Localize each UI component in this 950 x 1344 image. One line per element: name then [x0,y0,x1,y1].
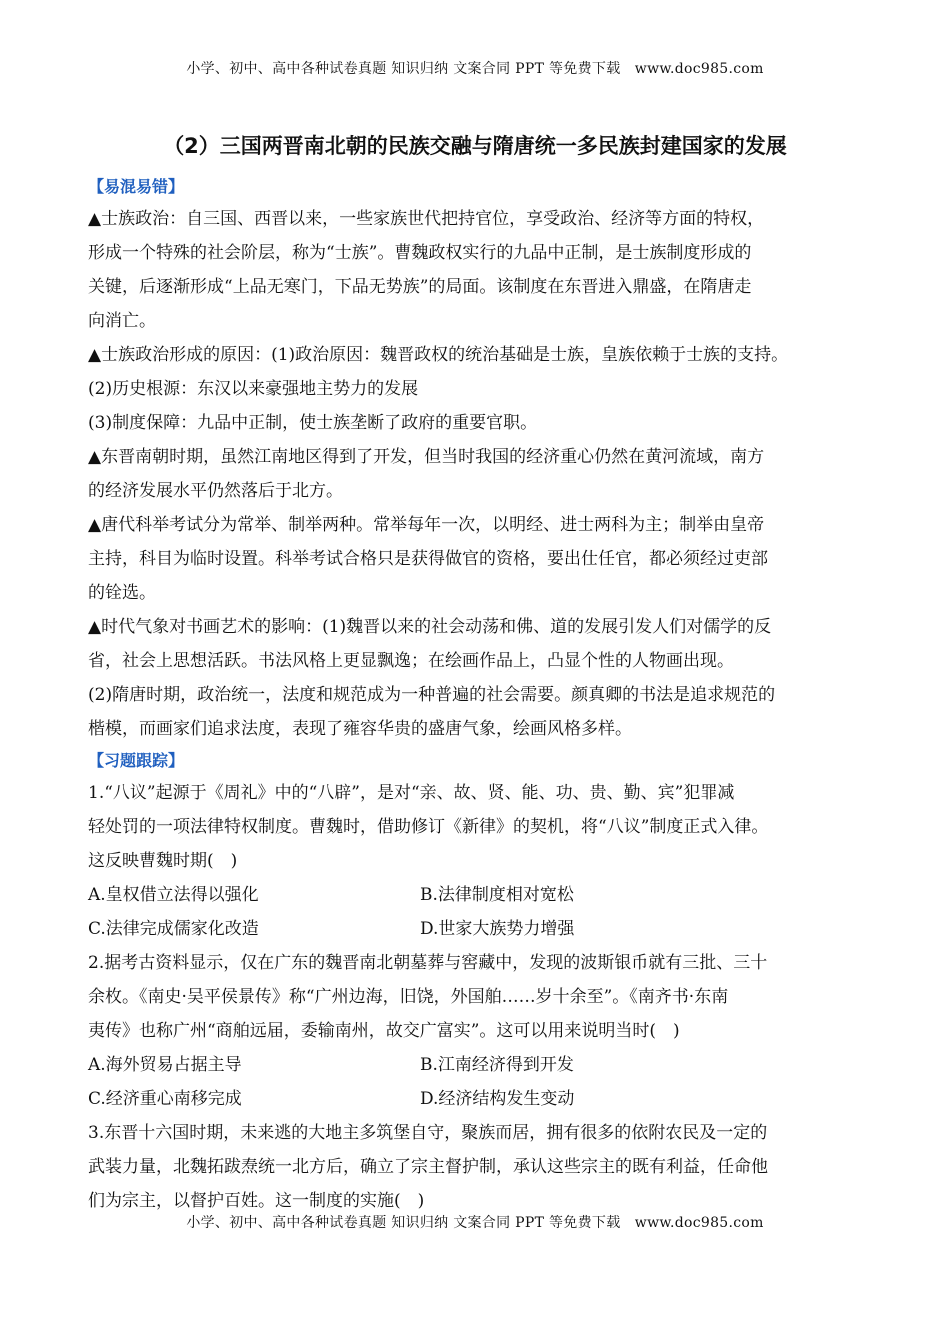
option-row [88,1082,870,1116]
paragraph-imperial-exam [88,508,870,610]
text-line: 形成一个特殊的社会阶层，称为“士族”。曹魏政权实行的九品中正制，是士族制度形成的 [88,243,752,263]
option-d: D.世家大族势力增强 [420,919,575,939]
option-a: A.海外贸易占据主导 [88,1055,242,1075]
question-stem-line: 1.“八议”起源于《周礼》中的“八辟”，是对“亲、故、贤、能、功、贵、勤、宾”犯罪减 [88,783,735,803]
text-line: 省，社会上思想活跃。书法风格上更显飘逸；在绘画作品上，凸显个性的人物画出现。 [88,651,734,671]
paragraph-shizu-politics [88,202,870,338]
text-line: 主持，科目为临时设置。科举考试合格只是获得做官的资格，要出仕任官，都必须经过吏部 [88,549,768,569]
page-footer: 小学、初中、高中各种试卷真题 知识归纳 文案合同 PPT 等免费下载 www.doc985.com [186,1215,764,1231]
text-line: 的铨选。 [88,583,156,603]
option-b: B.法律制度相对宽松 [420,885,574,905]
text-line: 向消亡。 [88,311,156,331]
text-line: (3)制度保障：九品中正制，使士族垄断了政府的重要官职。 [88,413,538,433]
option-c: C.经济重心南移完成 [88,1089,242,1109]
text-line: (2)隋唐时期，政治统一，法度和规范成为一种普遍的社会需要。颜真卿的书法是追求规范的 [88,685,776,705]
question-2 [88,946,870,1116]
option-a: A.皇权借立法得以强化 [88,885,259,905]
text-line: (2)历史根源：东汉以来豪强地主势力的发展 [88,379,419,399]
page-header: 小学、初中、高中各种试卷真题 知识归纳 文案合同 PPT 等免费下载 www.doc985.com [186,61,764,77]
paragraph-shizu-causes [88,338,870,440]
section-heading-exercises: 【习题跟踪】 [88,751,185,770]
question-stem-line: 余枚。《南史·吴平侯景传》称“广州边海，旧饶，外国舶……岁十余至”。《南齐书·东南 [88,987,729,1007]
question-stem-line: 武装力量，北魏拓跋焘统一北方后，确立了宗主督护制，承认这些宗主的既有利益，任命他 [88,1157,768,1177]
option-row [88,878,870,912]
option-row [88,1048,870,1082]
document-body [88,172,870,1218]
question-stem-line: 这反映曹魏时期( ) [88,851,238,871]
question-stem-line: 2.据考古资料显示，仅在广东的魏晋南北朝墓葬与窖藏中，发现的波斯银币就有三批、三十 [88,953,768,973]
text-line: ▲时代气象对书画艺术的影响：(1)魏晋以来的社会动荡和佛、道的发展引发人们对儒学的反 [88,617,772,637]
text-line: ▲士族政治：自三国、西晋以来，一些家族世代把持官位，享受政治、经济等方面的特权， [88,209,765,229]
option-row [88,912,870,946]
question-1 [88,776,870,946]
text-line: 的经济发展水平仍然落后于北方。 [88,481,343,501]
text-line: ▲唐代科举考试分为常举、制举两种。常举每年一次，以明经、进士两科为主；制举由皇帝 [88,515,765,535]
question-stem-line: 3.东晋十六国时期，未来逃的大地主多筑堡自守，聚族而居，拥有很多的依附农民及一定的 [88,1123,768,1143]
text-line: ▲东晋南朝时期，虽然江南地区得到了开发，但当时我国的经济重心仍然在黄河流域，南方 [88,447,765,467]
question-stem-line: 轻处罚的一项法律特权制度。曹魏时，借助修订《新律》的契机，将“八议”制度正式入律。 [88,817,769,837]
option-b: B.江南经济得到开发 [420,1055,574,1075]
text-line: ▲士族政治形成的原因：(1)政治原因：魏晋政权的统治基础是士族，皇族依赖于士族的支持。 [88,345,789,365]
paragraph-economic-center [88,440,870,508]
question-stem-line: 夷传》也称广州“商舶远届，委输南州，故交广富实”。这可以用来说明当时( ) [88,1021,680,1041]
text-line: 关键，后逐渐形成“上品无寒门，下品无势族”的局面。该制度在东晋进入鼎盛，在隋唐走 [88,277,752,297]
option-d: D.经济结构发生变动 [420,1089,575,1109]
section-heading-errors: 【易混易错】 [88,177,185,196]
option-c: C.法律完成儒家化改造 [88,919,259,939]
question-stem-line: 们为宗主，以督护百姓。这一制度的实施( ) [88,1191,425,1211]
question-3 [88,1116,870,1218]
paragraph-art-influence [88,610,870,746]
text-line: 楷模，而画家们追求法度，表现了雍容华贵的盛唐气象，绘画风格多样。 [88,719,632,739]
page-title: （2）三国两晋南北朝的民族交融与隋唐统一多民族封建国家的发展 [163,134,787,158]
